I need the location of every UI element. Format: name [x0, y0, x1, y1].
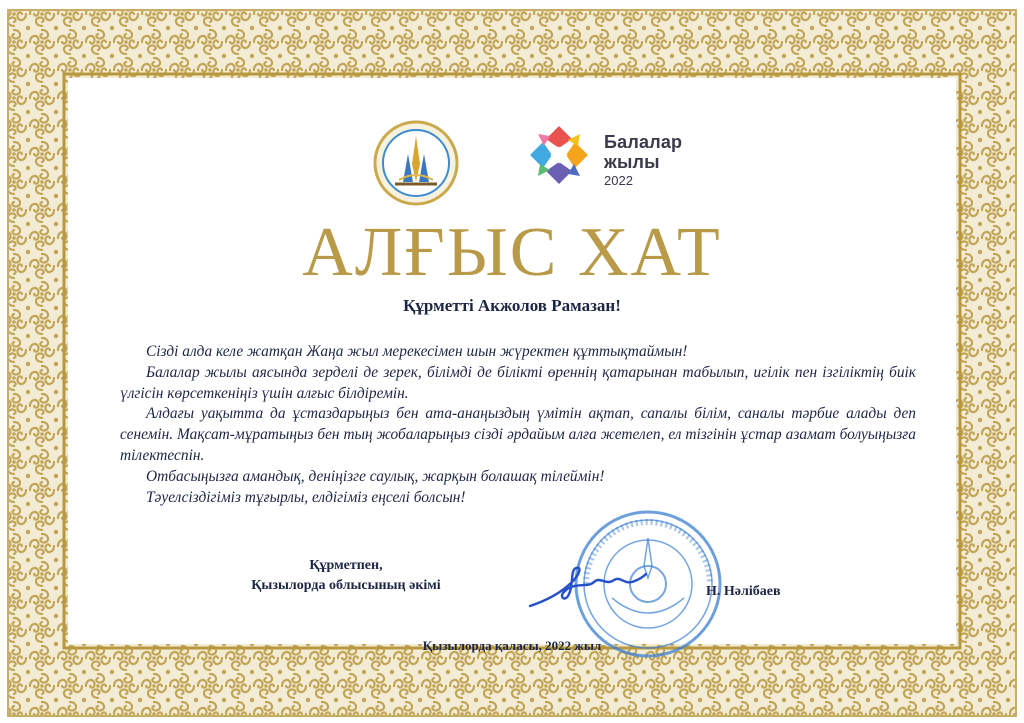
closing-line: Құрметпен,	[309, 558, 383, 573]
letter-body	[120, 342, 916, 508]
signer-name: Н. Нәлібаев	[706, 584, 781, 599]
body-paragraph: Алдағы уақытта да ұстаздарыңыз бен ата-анаңыздың үмітін ақтап, сапалы білім, саналы тәрбие алады деп сенемін. Мақсат-мұратыңыз бен тың жобаларыңыз сізді әрдайым алға жетелеп, ел тізгінін ұстар азамат болуыңызға тілектеспін.	[120, 405, 916, 464]
year-of-children-logo-text	[604, 132, 682, 189]
place-and-year: Қызылорда қаласы, 2022 жыл	[422, 638, 602, 653]
year-of-children-logo-icon	[528, 124, 590, 186]
logo-line1: Балалар	[604, 132, 683, 152]
logo-year: 2022	[604, 173, 633, 188]
closing-block	[216, 556, 476, 596]
regional-emblem-icon	[373, 120, 459, 206]
body-paragraph: Отбасыңызға амандық, деніңізге саулық, жарқын болашақ тілеймін!	[146, 467, 605, 485]
handwritten-signature	[528, 556, 648, 612]
logo-line2: жылы	[604, 152, 660, 172]
signer-title: Қызылорда облысының әкімі	[251, 578, 441, 593]
certificate-title: АЛҒЫС ХАТ	[302, 214, 722, 291]
greeting: Құрметті Акжолов Рамазан!	[403, 296, 621, 315]
body-paragraph: Сізді алда келе жатқан Жаңа жыл мерекесімен шын жүректен құттықтаймын!	[146, 343, 688, 360]
body-paragraph: Тәуелсіздігіміз тұғырлы, елдігіміз еңселі болсын!	[146, 488, 466, 506]
body-paragraph: Балалар жылы аясында зерделі де зерек, білімді де білікті өреннің қатарынан табылып, игілік пен ізгіліктің биік үлгісін көрсеткеніңіз үшін алғыс білдіремін.	[120, 363, 916, 402]
